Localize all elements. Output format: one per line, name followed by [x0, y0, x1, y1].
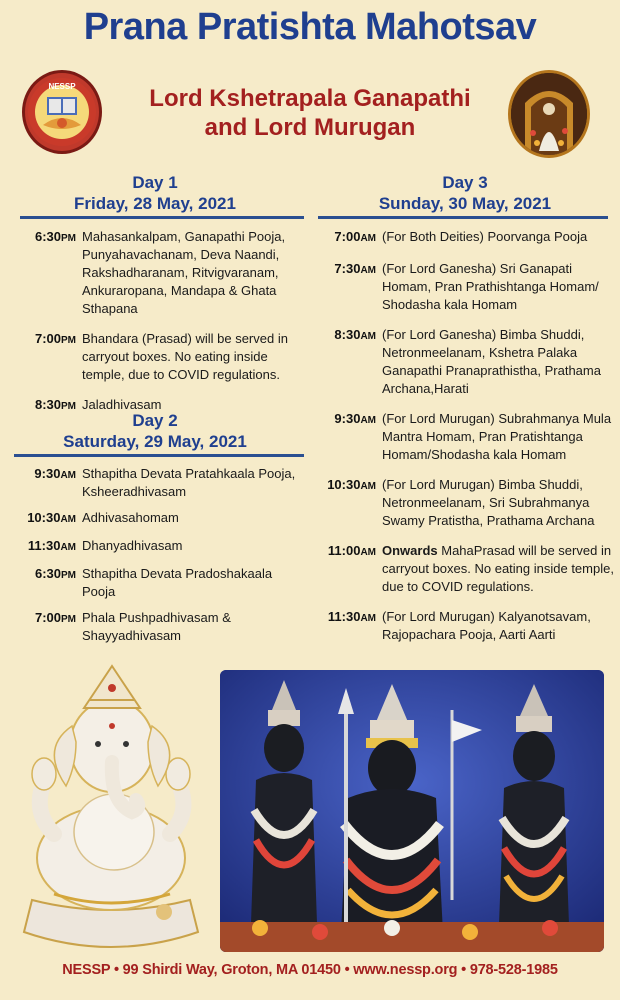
- schedule-time: 10:30AM: [327, 477, 376, 492]
- ganesha-statue-image: [14, 662, 208, 954]
- schedule-time: 7:00PM: [34, 331, 76, 346]
- schedule-time: 8:30PM: [34, 397, 76, 412]
- schedule-activity: Bhandara (Prasad) will be served in carryout boxes. No eating inside temple, due to COVID regulations.: [82, 331, 288, 382]
- schedule-activity: (For Both Deities) Poorvanga Pooja: [382, 229, 588, 244]
- subtitle-line-2: and Lord Murugan: [204, 114, 416, 141]
- nessp-logo: [22, 70, 102, 154]
- day2-header: [20, 410, 290, 452]
- contact-footer: NESSP • 99 Shirdi Way, Groton, MA 01450 • www.nessp.org • 978-528-1985: [62, 962, 558, 978]
- schedule-activity: (For Lord Ganesha) Sri Ganapati Homam, Pran Prathishtanga Homam/ Shodasha kala Homam: [382, 261, 599, 312]
- subtitle-line-1: Lord Kshetrapala Ganapathi: [149, 85, 471, 112]
- schedule-time: 11:30AM: [327, 609, 376, 624]
- schedule-time: 6:30PM: [34, 566, 76, 581]
- day3-header: [330, 172, 600, 214]
- day1-label: Day 1: [132, 173, 178, 192]
- schedule-activity: Mahasankalpam, Ganapathi Pooja, Punyahavachanam, Deva Naandi, Rakshadharanam, Ritvigvaranam, Ankuraropana, Mandapa & Ghata Sthapana: [82, 229, 286, 316]
- schedule-time: 11:30AM: [27, 538, 76, 553]
- day2-schedule: [12, 465, 308, 653]
- schedule-activity: (For Lord Murugan) Bimba Shuddi, Netronmeelanam, Sri Subrahmanya Swamy Pratistha, Prathama Archana: [382, 477, 595, 528]
- murugan-deities-photo: [220, 670, 604, 952]
- day1-divider: [20, 216, 304, 219]
- schedule-row: [20, 330, 308, 384]
- onwards-label: Onwards: [382, 543, 438, 558]
- schedule-time: 9:30AM: [34, 466, 76, 481]
- schedule-row: [314, 260, 614, 314]
- schedule-row: [314, 410, 614, 464]
- schedule-activity: Onwards MahaPrasad will be served in carryout boxes. No eating inside temple, due to COVID regulations.: [382, 543, 614, 594]
- day3-date: Sunday, 30 May, 2021: [378, 194, 552, 213]
- schedule-activity: Jaladhivasam: [82, 397, 162, 412]
- day1-header: [20, 172, 290, 214]
- schedule-activity: Sthapitha Devata Pradoshakaala Pooja: [82, 566, 273, 599]
- schedule-activity: (For Lord Ganesha) Bimba Shuddi, Netronmeelanam, Kshetra Palaka Ganapathi Pranaprathistha, Prathama Archana,Harati: [382, 327, 601, 396]
- schedule-time: 7:30AM: [334, 261, 376, 276]
- schedule-activity: Phala Pushpadhivasam & Shayyadhivasam: [82, 610, 231, 643]
- day1-date: Friday, 28 May, 2021: [74, 194, 236, 213]
- schedule-row: [314, 228, 614, 248]
- schedule-row: [12, 465, 308, 501]
- schedule-time: 8:30AM: [334, 327, 376, 342]
- logo-text: NESSP: [48, 82, 76, 91]
- schedule-row: [314, 542, 614, 596]
- poster-subtitle: [120, 84, 500, 142]
- day2-divider: [14, 454, 304, 457]
- schedule-activity: Dhanyadhivasam: [82, 538, 183, 553]
- poster-title: Prana Pratishta Mahotsav: [83, 6, 537, 48]
- day1-schedule: [20, 228, 308, 428]
- schedule-time: 11:00AM: [327, 543, 376, 558]
- schedule-activity: Adhivasahomam: [82, 510, 179, 525]
- day3-schedule: [314, 228, 614, 656]
- schedule-row: [12, 509, 308, 529]
- schedule-time: 9:30AM: [334, 411, 376, 426]
- schedule-activity: (For Lord Murugan) Kalyanotsavam, Rajopachara Pooja, Aarti Aarti: [382, 609, 591, 642]
- schedule-activity: (For Lord Murugan) Subrahmanya Mula Mantra Homam, Pran Pratishtanga Homam/Shodasha kala Homam: [382, 411, 612, 462]
- schedule-row: [12, 609, 308, 645]
- schedule-row: [314, 608, 614, 644]
- schedule-row: [314, 326, 614, 398]
- schedule-time: 7:00AM: [334, 229, 376, 244]
- schedule-row: [12, 565, 308, 601]
- schedule-row: [314, 476, 614, 530]
- schedule-time: 6:30PM: [34, 229, 76, 244]
- schedule-row: [20, 228, 308, 318]
- day3-divider: [318, 216, 608, 219]
- schedule-time: 10:30AM: [27, 510, 76, 525]
- schedule-activity: Sthapitha Devata Pratahkaala Pooja, Ksheeradhivasam: [82, 466, 296, 499]
- day2-date: Saturday, 29 May, 2021: [63, 432, 247, 451]
- schedule-time: 7:00PM: [34, 610, 76, 625]
- day3-label: Day 3: [442, 173, 488, 192]
- day2-label: Day 2: [132, 411, 178, 430]
- sai-baba-shrine-image: [508, 70, 590, 158]
- schedule-row: [12, 537, 308, 557]
